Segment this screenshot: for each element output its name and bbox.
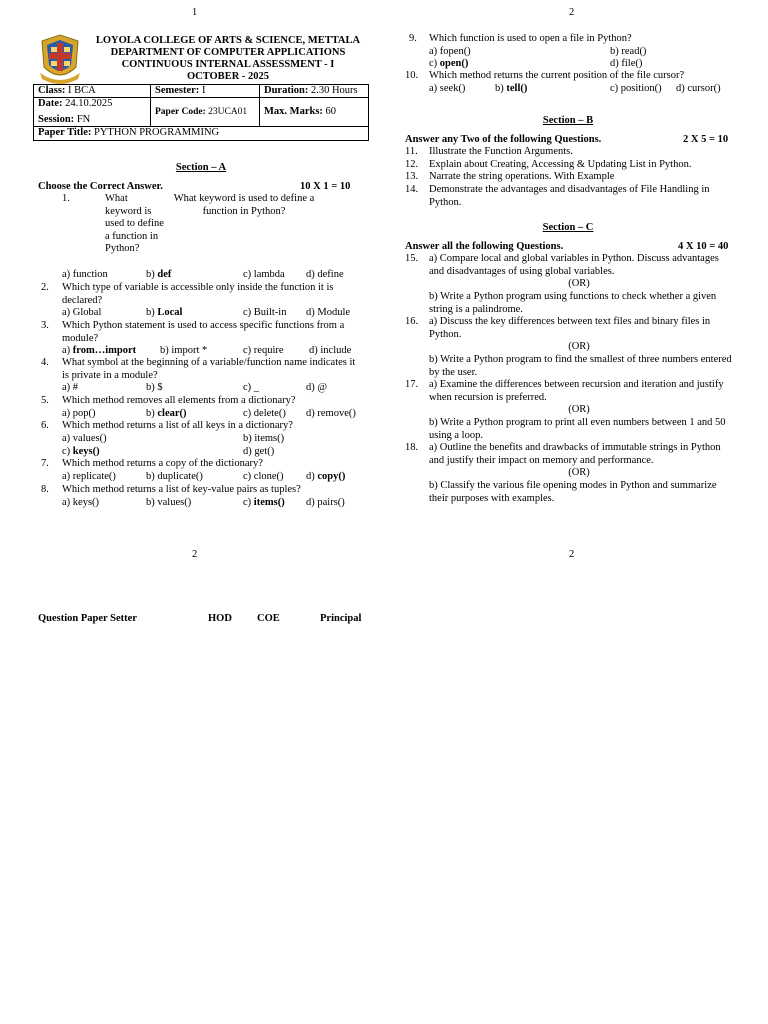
question-number: 6.: [41, 420, 49, 431]
option: b) import *: [160, 345, 208, 356]
option: b) read(): [610, 46, 647, 57]
exam-info-table: [33, 84, 369, 141]
signature-setter: Question Paper Setter: [38, 613, 137, 624]
page-number: 2: [569, 549, 575, 560]
question-text: Illustrate the Function Arguments.: [429, 146, 573, 157]
option-correct: b) clear(): [146, 408, 187, 419]
question-text: a) Discuss the key differences between text files and binary files in Python.: [429, 316, 711, 340]
option: a) seek(): [429, 83, 466, 94]
option: c) clone(): [243, 471, 284, 482]
question-text: b) Classify the various file opening modes in Python and summarize their purposes with examples.: [429, 480, 717, 504]
question-number: 7.: [41, 458, 49, 469]
question-text: Which function is used to open a file in Python?: [429, 33, 632, 44]
question-text: a) Examine the differences between recursion and iteration and justify when recursion is preferred.: [429, 379, 724, 403]
option: d) pairs(): [306, 497, 345, 508]
question-number: 17.: [405, 379, 419, 390]
option: d) include: [309, 345, 352, 356]
college-name: LOYOLA COLLEGE OF ARTS & SCIENCE, METTALA: [95, 35, 361, 46]
semester-cell: Semester: I: [151, 85, 260, 98]
question-text: Which type of variable is accessible only inside the function it is declared?: [62, 282, 334, 306]
section-c-marks: 4 X 10 = 40: [678, 241, 729, 252]
question-number: 9.: [409, 33, 417, 44]
paper-code-cell: Paper Code: 23UCA01: [151, 98, 260, 127]
option: a) replicate(): [62, 471, 116, 482]
signature-coe: COE: [257, 613, 280, 624]
option: d) file(): [610, 58, 643, 69]
question-text: b) Write a Python program using functions to check whether a given string is a palindrome.: [429, 291, 717, 315]
question-text: Which method returns a list of all keys in a dictionary?: [62, 420, 293, 431]
section-a-title: Section – A: [175, 162, 227, 173]
question-text: Which method returns a list of key-value pairs as tuples?: [62, 484, 301, 495]
option: c) Built-in: [243, 307, 287, 318]
option: d) remove(): [306, 408, 356, 419]
option: b) items(): [243, 433, 285, 444]
exam-name: CONTINUOUS INTERNAL ASSESSMENT - I: [121, 59, 335, 70]
question-number: 2.: [41, 282, 49, 293]
question-text: Narrate the string operations. With Example: [429, 171, 615, 182]
question-text: Which method returns a copy of the dictionary?: [62, 458, 263, 469]
section-c-title: Section – C: [542, 222, 594, 233]
option: b) duplicate(): [146, 471, 203, 482]
option: b) values(): [146, 497, 192, 508]
question-text: Explain about Creating, Accessing & Updating List in Python.: [429, 159, 692, 170]
option: a) fopen(): [429, 46, 471, 57]
question-text: Which method removes all elements from a dictionary?: [62, 395, 296, 406]
option: a) values(): [62, 433, 107, 444]
option: c) delete(): [243, 408, 286, 419]
paper-title-cell: Paper Title: PYTHON PROGRAMMING: [34, 127, 369, 140]
page-number: 2: [569, 7, 575, 18]
option: d) get(): [243, 446, 275, 457]
question-text: Which Python statement is used to access specific functions from a module?: [62, 320, 345, 344]
question-text: a) Outline the benefits and drawbacks of immutable strings in Python and justify their impact on memory and performance.: [429, 442, 721, 466]
option: a) function: [62, 269, 108, 280]
option-correct: c) open(): [429, 58, 469, 69]
college-logo: [38, 33, 82, 85]
question-text: What keyword is used to define a function in Python?: [173, 193, 315, 217]
question-number: 11.: [405, 146, 418, 157]
question-text: a) Compare local and global variables in Python. Discuss advantages and disadvantages of using global variables.: [429, 253, 719, 277]
date-session-cell: Date: 24.10.2025 Session: FN: [34, 98, 151, 127]
option: d) cursor(): [676, 83, 721, 94]
question-number: 18.: [405, 442, 419, 453]
signature-hod: HOD: [208, 613, 232, 624]
class-cell: Class: I BCA: [34, 85, 151, 98]
option-correct: b) tell(): [495, 83, 528, 94]
question-number: 4.: [41, 357, 49, 368]
or-label: (OR): [568, 278, 590, 289]
or-label: (OR): [568, 404, 590, 415]
option: a) #: [62, 382, 79, 393]
question-number: 3.: [41, 320, 49, 331]
question-number: 13.: [405, 171, 419, 182]
max-marks-cell: Max. Marks: 60: [260, 98, 369, 127]
question-text: Demonstrate the advantages and disadvantages of File Handling in Python.: [429, 184, 710, 208]
option-correct: c) items(): [243, 497, 285, 508]
option: b) $: [146, 382, 163, 393]
question-number: 12.: [405, 159, 419, 170]
option: a) Global: [62, 307, 102, 318]
section-b-instruction: Answer any Two of the following Questions.: [405, 134, 602, 145]
signature-principal: Principal: [320, 613, 362, 624]
question-text: b) Write a Python program to print all even numbers between 1 and 50 using a loop.: [429, 417, 726, 441]
question-number: 5.: [41, 395, 49, 406]
option: c) position(): [610, 83, 662, 94]
option: d) @: [306, 382, 328, 393]
question-text: b) Write a Python program to find the smallest of three numbers entered by the user.: [429, 354, 732, 378]
option: c) lambda: [243, 269, 285, 280]
duration-cell: Duration: 2.30 Hours: [260, 85, 369, 98]
option-correct: b) def: [146, 269, 172, 280]
option: a) pop(): [62, 408, 96, 419]
option-correct: d) copy(): [306, 471, 346, 482]
page-number: 2: [192, 549, 198, 560]
question-text: What keyword is used to define a function in Python?: [105, 193, 164, 255]
question-text: What symbol at the beginning of a variable/function name indicates it is private in a module?: [62, 357, 356, 381]
section-b-marks: 2 X 5 = 10: [683, 134, 729, 145]
option: c) _: [243, 382, 260, 393]
section-b-title: Section – B: [542, 115, 594, 126]
or-label: (OR): [568, 467, 590, 478]
option: c) require: [243, 345, 284, 356]
option: d) Module: [306, 307, 351, 318]
department-name: DEPARTMENT OF COMPUTER APPLICATIONS: [110, 47, 346, 58]
question-number: 16.: [405, 316, 419, 327]
question-number: 8.: [41, 484, 49, 495]
exam-month: OCTOBER - 2025: [186, 71, 270, 82]
option-correct: b) Local: [146, 307, 183, 318]
question-number: 10.: [405, 70, 419, 81]
option-correct: c) keys(): [62, 446, 100, 457]
or-label: (OR): [568, 341, 590, 352]
page-number: 1: [192, 7, 198, 18]
option: d) define: [306, 269, 344, 280]
question-text: Which method returns the current position of the file cursor?: [429, 70, 685, 81]
question-number: 1.: [62, 193, 70, 204]
question-number: 14.: [405, 184, 419, 195]
section-a-instruction: Choose the Correct Answer.: [38, 181, 163, 192]
section-a-marks: 10 X 1 = 10: [300, 181, 351, 192]
option: a) keys(): [62, 497, 100, 508]
question-number: 15.: [405, 253, 419, 264]
option-correct: a) from…import: [62, 345, 137, 356]
section-c-instruction: Answer all the following Questions.: [405, 241, 564, 252]
